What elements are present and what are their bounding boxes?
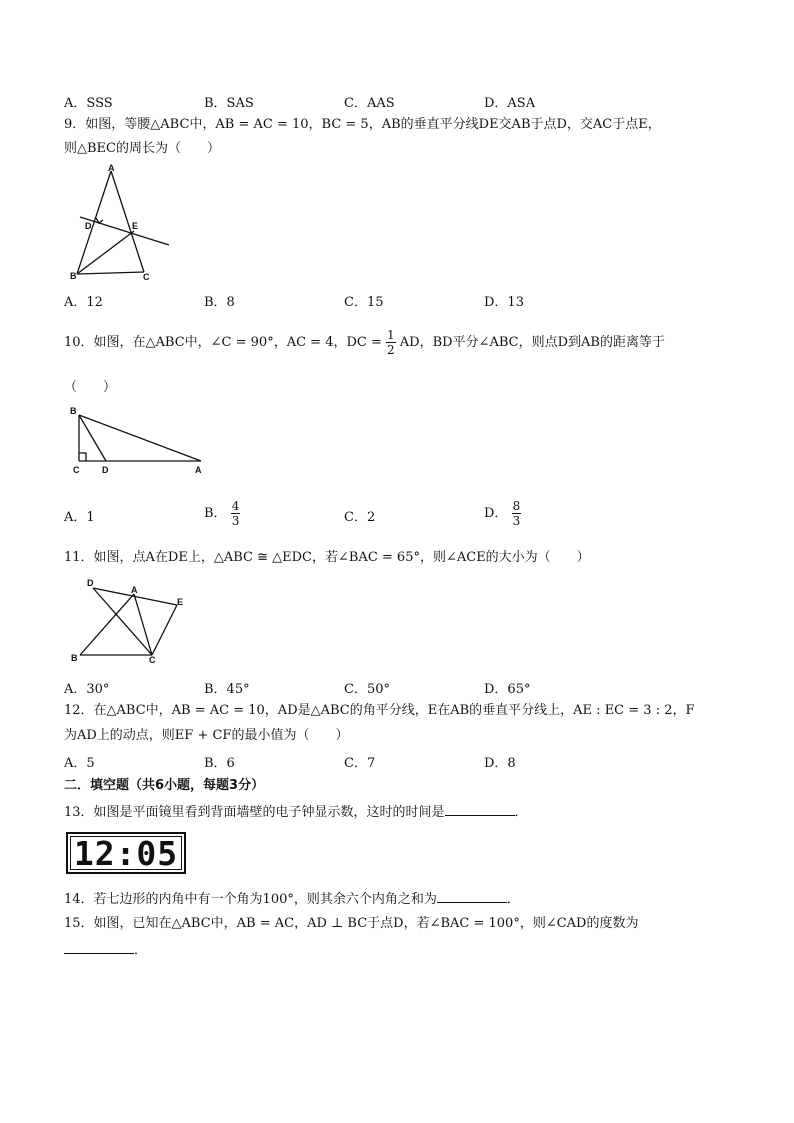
q12-option-c: C．7 xyxy=(344,756,376,771)
q10-stem-line2: （ ） xyxy=(64,380,117,395)
q15-stem-line1: 15．如图，已知在△ABC中，AB = AC，AD ⊥ BC于点D，若∠BAC = 100°，则∠CAD的度数为 xyxy=(64,916,639,931)
q14-stem-text: 14．若七边形的内角中有一个角为100°，则其余六个内角之和为 xyxy=(64,892,437,907)
section-fill-in-heading: 二．填空题（共6小题，每题3分） xyxy=(64,778,265,793)
q11-label-c: C xyxy=(149,655,156,665)
q11-option-a: A．30° xyxy=(64,682,110,697)
q11-label-a: A xyxy=(131,585,138,595)
q10-segment-bd xyxy=(79,415,106,461)
q10-option-d xyxy=(484,496,521,532)
q10-stem-prefix: 10．如图，在△ABC中，∠C = 90°，AC = 4，DC = xyxy=(64,335,382,350)
q8-option-c: C．AAS xyxy=(344,96,395,111)
q9-perpendicular-bisector xyxy=(80,217,169,245)
q10-option-d-den: 3 xyxy=(512,514,521,528)
q11-label-e: E xyxy=(177,597,184,607)
q11-label-d: D xyxy=(87,578,94,588)
q13-stem-end: ． xyxy=(514,805,528,820)
q15-stem-line2 xyxy=(64,941,147,960)
q9-option-b: B．8 xyxy=(204,295,235,310)
q9-label-e: E xyxy=(132,221,139,231)
q14-answer-blank[interactable] xyxy=(437,890,507,903)
q12-option-b: B．6 xyxy=(204,756,235,771)
q12-option-d: D．8 xyxy=(484,756,516,771)
q11-option-c: C．50° xyxy=(344,682,390,697)
q15-answer-blank[interactable] xyxy=(64,941,134,954)
q9-figure xyxy=(64,162,176,284)
q13-stem xyxy=(64,803,528,822)
q13-clock-digits: 12:05 xyxy=(73,834,179,873)
q14-stem xyxy=(64,890,520,909)
q8-option-b: B．SAS xyxy=(204,96,254,111)
q10-option-a: A．1 xyxy=(64,510,95,525)
q10-label-a: A xyxy=(195,465,202,475)
q10-option-d-letter: D． xyxy=(484,506,508,521)
q9-segment-bc xyxy=(77,272,144,274)
q10-stem-suffix: AD，BD平分∠ABC，则点D到AB的距离等于 xyxy=(399,335,665,350)
q10-fraction-numerator: 1 xyxy=(387,328,395,342)
q9-option-d: D．13 xyxy=(484,295,524,310)
q12-option-a: A．5 xyxy=(64,756,95,771)
q11-segment-ac xyxy=(134,594,152,655)
q13-digital-clock xyxy=(66,832,186,874)
q8-option-d: D．ASA xyxy=(484,96,536,111)
q9-label-c: C xyxy=(143,272,150,282)
q10-stem-line1 xyxy=(64,327,665,359)
q10-label-c: C xyxy=(73,465,80,475)
q10-label-b: B xyxy=(70,406,77,416)
q10-label-d: D xyxy=(102,465,109,475)
q13-stem-text: 13．如图是平面镜里看到背面墙壁的电子钟显示数，这时的时间是 xyxy=(64,805,445,820)
q10-right-angle-mark xyxy=(79,453,86,461)
q10-option-b-fraction xyxy=(231,499,241,528)
q11-segment-ec xyxy=(152,605,177,655)
q11-option-d: D．65° xyxy=(484,682,531,697)
q9-option-c: C．15 xyxy=(344,295,384,310)
q12-stem-line2: 为AD上的动点，则EF + CF的最小值为（ ） xyxy=(64,728,349,743)
q10-fraction-denominator: 2 xyxy=(387,343,395,357)
q15-stem-end: ． xyxy=(134,943,148,958)
q9-segment-ab xyxy=(77,171,111,274)
q11-stem-line1: 11．如图，点A在DE上，△ABC ≅ △EDC，若∠BAC = 65°，则∠ACE的大小为（ ） xyxy=(64,550,590,565)
q11-option-b: B．45° xyxy=(204,682,250,697)
q12-stem-line1: 12．在△ABC中，AB = AC = 10，AD是△ABC的角平分线，E在AB的垂直平分线上，AE : EC = 3 : 2，F xyxy=(64,703,695,718)
q10-option-d-fraction xyxy=(512,499,522,528)
q9-option-a: A．12 xyxy=(64,295,103,310)
q9-segment-ac xyxy=(111,171,144,272)
q9-label-b: B xyxy=(70,271,77,281)
q11-label-b: B xyxy=(71,653,78,663)
q9-segment-be xyxy=(77,231,134,274)
q9-label-a: A xyxy=(108,163,115,173)
q13-answer-blank[interactable] xyxy=(445,803,515,816)
q10-option-b-letter: B． xyxy=(204,506,227,521)
q8-option-a: A．SSS xyxy=(64,96,113,111)
q9-stem-line1: 9．如图，等腰△ABC中，AB = AC = 10，BC = 5，AB的垂直平分线DE交AB于点D，交AC于点E， xyxy=(64,117,661,132)
q14-stem-end: ． xyxy=(506,892,520,907)
q9-label-d: D xyxy=(85,221,92,231)
q10-option-b-num: 4 xyxy=(231,499,240,513)
q10-option-b-den: 3 xyxy=(231,514,240,528)
q10-figure xyxy=(64,402,214,478)
q9-stem-line2: 则△BEC的周长为（ ） xyxy=(64,141,220,156)
q11-figure xyxy=(64,574,194,666)
q10-fraction xyxy=(386,328,396,357)
q10-option-c: C．2 xyxy=(344,510,376,525)
q10-segment-ba xyxy=(79,415,201,461)
q10-option-d-num: 8 xyxy=(512,499,521,513)
q10-option-b xyxy=(204,496,240,532)
